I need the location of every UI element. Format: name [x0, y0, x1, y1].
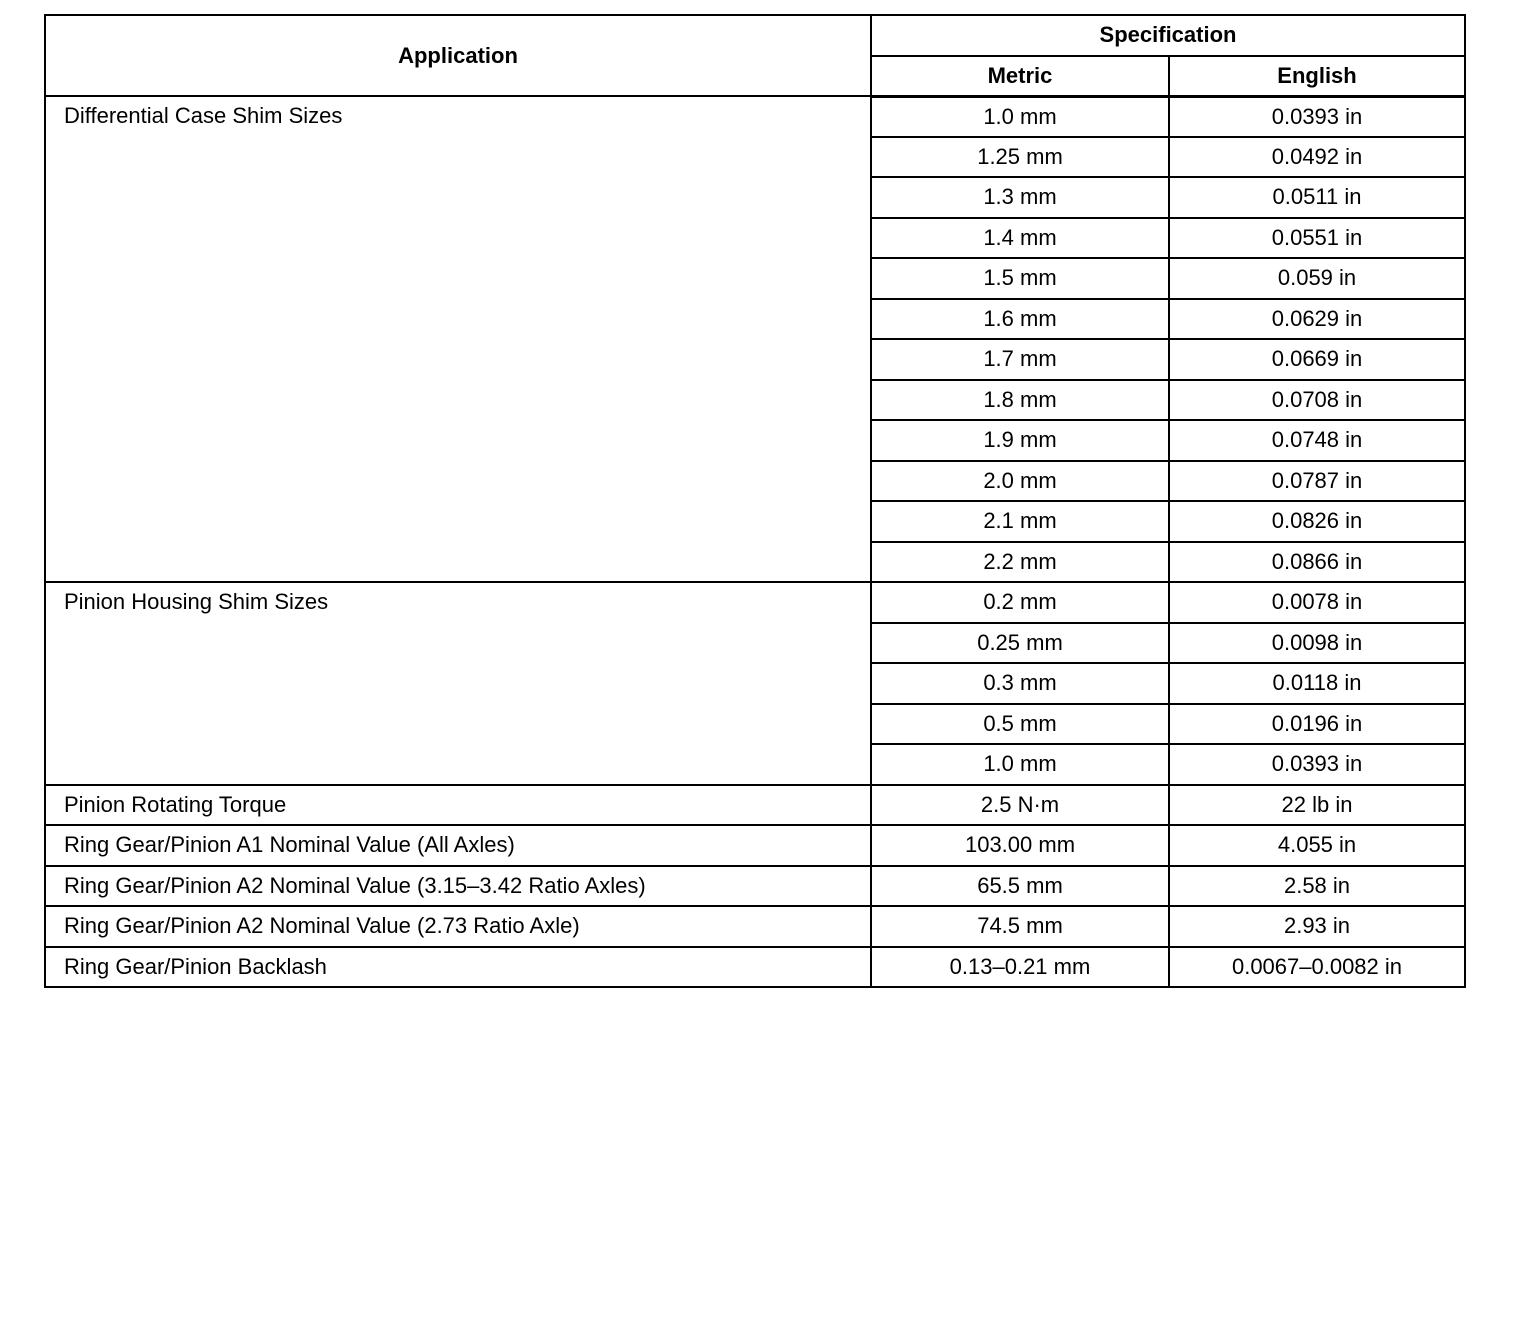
- metric-cell: 1.6 mm: [871, 299, 1169, 340]
- english-cell: 0.0551 in: [1169, 218, 1465, 259]
- metric-cell: 0.5 mm: [871, 704, 1169, 745]
- english-cell: 0.0393 in: [1169, 96, 1465, 137]
- english-cell: 0.0492 in: [1169, 137, 1465, 178]
- english-cell: 2.58 in: [1169, 866, 1465, 907]
- metric-cell: 1.8 mm: [871, 380, 1169, 421]
- metric-cell: 1.4 mm: [871, 218, 1169, 259]
- metric-cell: 1.0 mm: [871, 96, 1169, 137]
- application-cell: Ring Gear/Pinion A2 Nominal Value (2.73 Ratio Axle): [45, 906, 871, 947]
- english-cell: 0.0393 in: [1169, 744, 1465, 785]
- table-body: [45, 96, 1465, 987]
- metric-cell: 2.0 mm: [871, 461, 1169, 502]
- metric-cell: 2.1 mm: [871, 501, 1169, 542]
- english-cell: 0.0866 in: [1169, 542, 1465, 583]
- metric-cell: 1.25 mm: [871, 137, 1169, 178]
- metric-cell: 1.9 mm: [871, 420, 1169, 461]
- application-cell: Ring Gear/Pinion A1 Nominal Value (All Axles): [45, 825, 871, 866]
- english-cell: 0.0787 in: [1169, 461, 1465, 502]
- english-cell: 0.0196 in: [1169, 704, 1465, 745]
- specification-table: [44, 14, 1466, 988]
- application-cell: Pinion Housing Shim Sizes: [45, 582, 871, 785]
- english-cell: 0.0826 in: [1169, 501, 1465, 542]
- table-row: [45, 825, 1465, 866]
- english-cell: 0.0098 in: [1169, 623, 1465, 664]
- table-row: [45, 906, 1465, 947]
- english-cell: 2.93 in: [1169, 906, 1465, 947]
- metric-header: Metric: [871, 56, 1169, 97]
- metric-cell: 65.5 mm: [871, 866, 1169, 907]
- table-row: [45, 785, 1465, 826]
- metric-cell: 0.3 mm: [871, 663, 1169, 704]
- metric-cell: 0.25 mm: [871, 623, 1169, 664]
- english-cell: 0.0748 in: [1169, 420, 1465, 461]
- english-cell: 0.0629 in: [1169, 299, 1465, 340]
- english-cell: 0.0511 in: [1169, 177, 1465, 218]
- english-header: English: [1169, 56, 1465, 97]
- english-cell: 0.059 in: [1169, 258, 1465, 299]
- metric-cell: 0.2 mm: [871, 582, 1169, 623]
- english-cell: 0.0708 in: [1169, 380, 1465, 421]
- table-row: [45, 582, 1465, 623]
- application-cell: Ring Gear/Pinion A2 Nominal Value (3.15–3.42 Ratio Axles): [45, 866, 871, 907]
- metric-cell: 103.00 mm: [871, 825, 1169, 866]
- english-cell: 0.0118 in: [1169, 663, 1465, 704]
- metric-cell: 1.5 mm: [871, 258, 1169, 299]
- metric-cell: 2.2 mm: [871, 542, 1169, 583]
- metric-cell: 1.3 mm: [871, 177, 1169, 218]
- metric-cell: 2.5 N·m: [871, 785, 1169, 826]
- specification-header: Specification: [871, 15, 1465, 56]
- table-row: [45, 947, 1465, 988]
- english-cell: 4.055 in: [1169, 825, 1465, 866]
- metric-cell: 1.7 mm: [871, 339, 1169, 380]
- application-cell: Ring Gear/Pinion Backlash: [45, 947, 871, 988]
- application-header: Application: [45, 15, 871, 96]
- metric-cell: 0.13–0.21 mm: [871, 947, 1169, 988]
- english-cell: 22 lb in: [1169, 785, 1465, 826]
- english-cell: 0.0669 in: [1169, 339, 1465, 380]
- metric-cell: 74.5 mm: [871, 906, 1169, 947]
- table-row: [45, 866, 1465, 907]
- english-cell: 0.0067–0.0082 in: [1169, 947, 1465, 988]
- application-cell: Pinion Rotating Torque: [45, 785, 871, 826]
- english-cell: 0.0078 in: [1169, 582, 1465, 623]
- metric-cell: 1.0 mm: [871, 744, 1169, 785]
- table-row: [45, 96, 1465, 137]
- application-cell: Differential Case Shim Sizes: [45, 96, 871, 582]
